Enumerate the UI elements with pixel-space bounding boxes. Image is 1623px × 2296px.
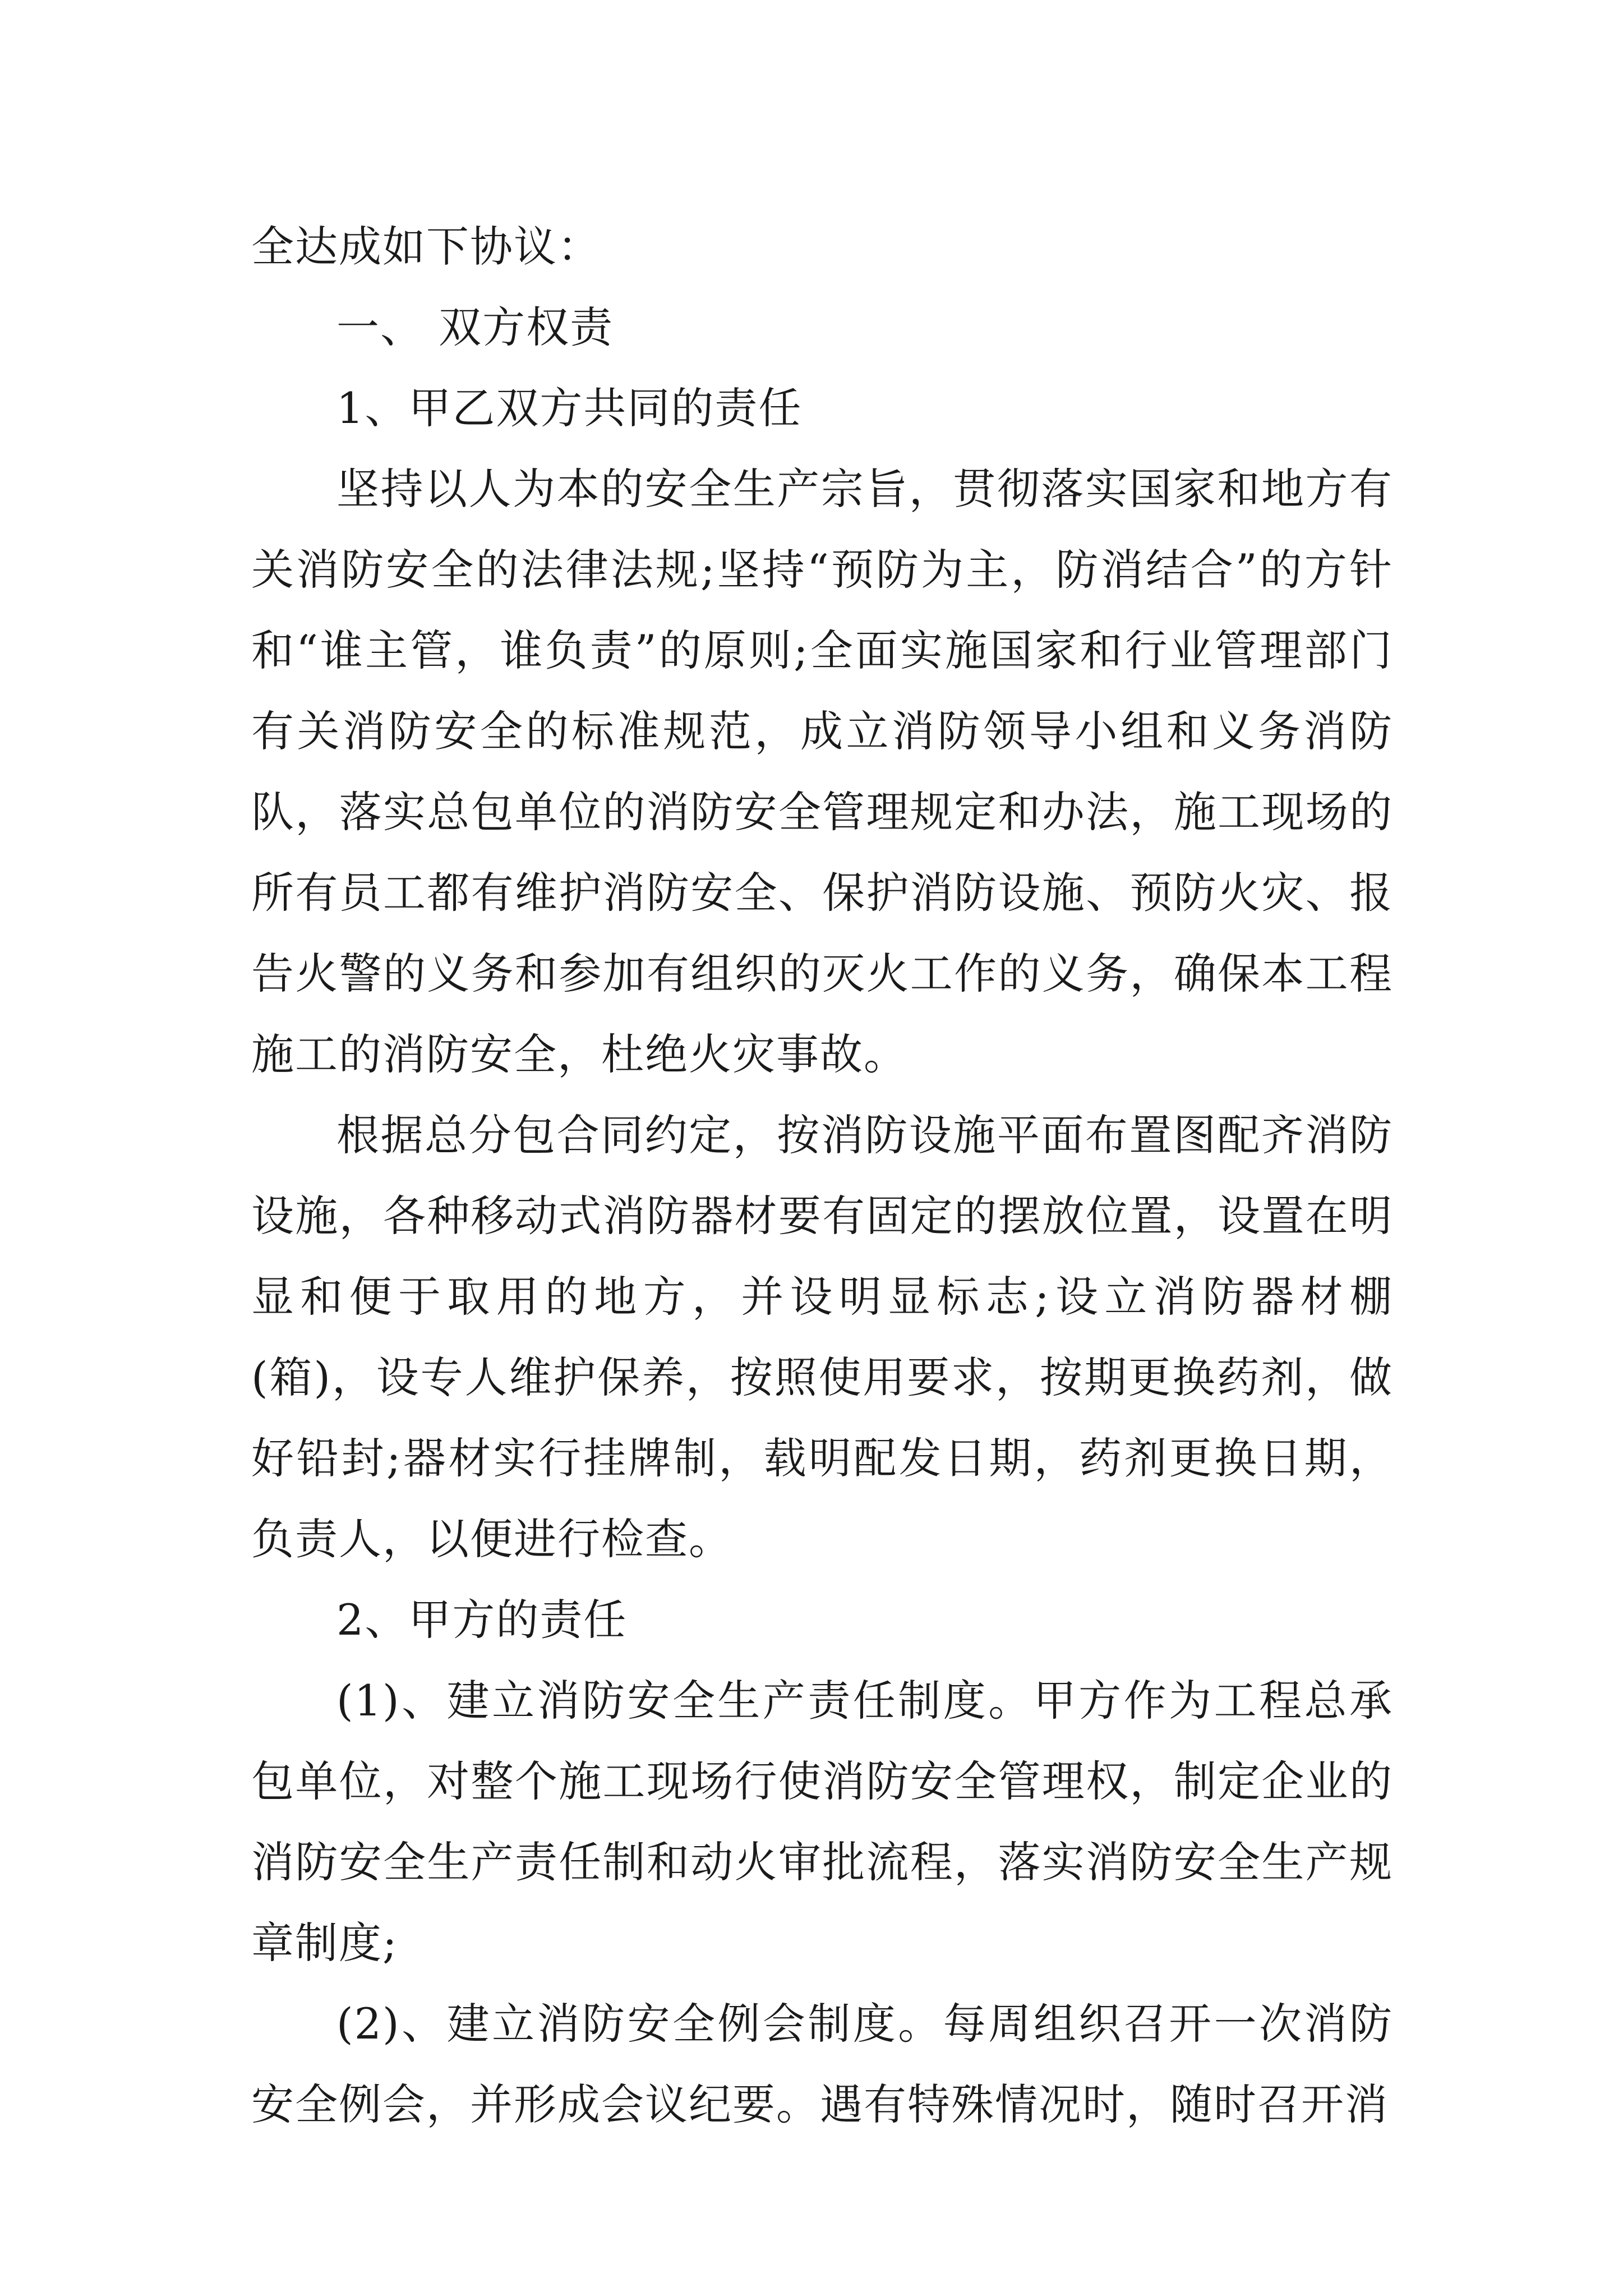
- document-body: [251, 206, 1393, 2145]
- paragraph-item-1: (1)、建立消防安全生产责任制度。甲方作为工程总承包单位，对整个施工现场行使消防安全管理权，制定企业的消防安全生产责任制和动火审批流程，落实消防安全生产规章制度;: [251, 1676, 1393, 1968]
- paragraph-fire-equipment: 根据总分包合同约定，按消防设施平面布置图配齐消防设施，各种移动式消防器材要有固定的摆放位置，设置在明显和便于取用的地方，并设明显标志;设立消防器材棚(箱)，设专人维护保养，按照使用要求，按期更换药剂，做好铅封;器材实行挂牌制，载明配发日期，药剂更换日期，负责人，以便进行检查。: [251, 1110, 1393, 1564]
- paragraph-safety-principles: 坚持以人为本的安全生产宗旨，贯彻落实国家和地方有关消防安全的法律法规;坚持“预防为主，防消结合”的方针和“谁主管，谁负责”的原则;全面实施国家和行业管理部门有关消防安全的标准规范，成立消防领导小组和义务消防队，落实总包单位的消防安全管理规定和办法，施工现场的所有员工都有维护消防安全、保护消防设施、预防火灾、报告火警的义务和参加有组织的灭火工作的义务，确保本工程施工的消防安全，杜绝火灾事故。: [251, 464, 1393, 1079]
- paragraph-agreement-intro: 全达成如下协议：: [251, 222, 601, 272]
- heading-shared-responsibility: 1、甲乙双方共同的责任: [336, 383, 803, 433]
- heading-party-a-responsibility: 2、甲方的责任: [336, 1595, 628, 1645]
- paragraph-item-2: (2)、建立消防安全例会制度。每周组织召开一次消防安全例会，并形成会议纪要。遇有特殊情况时，随时召开消: [251, 1999, 1393, 2129]
- heading-mutual-rights: 一、 双方权责: [336, 302, 614, 352]
